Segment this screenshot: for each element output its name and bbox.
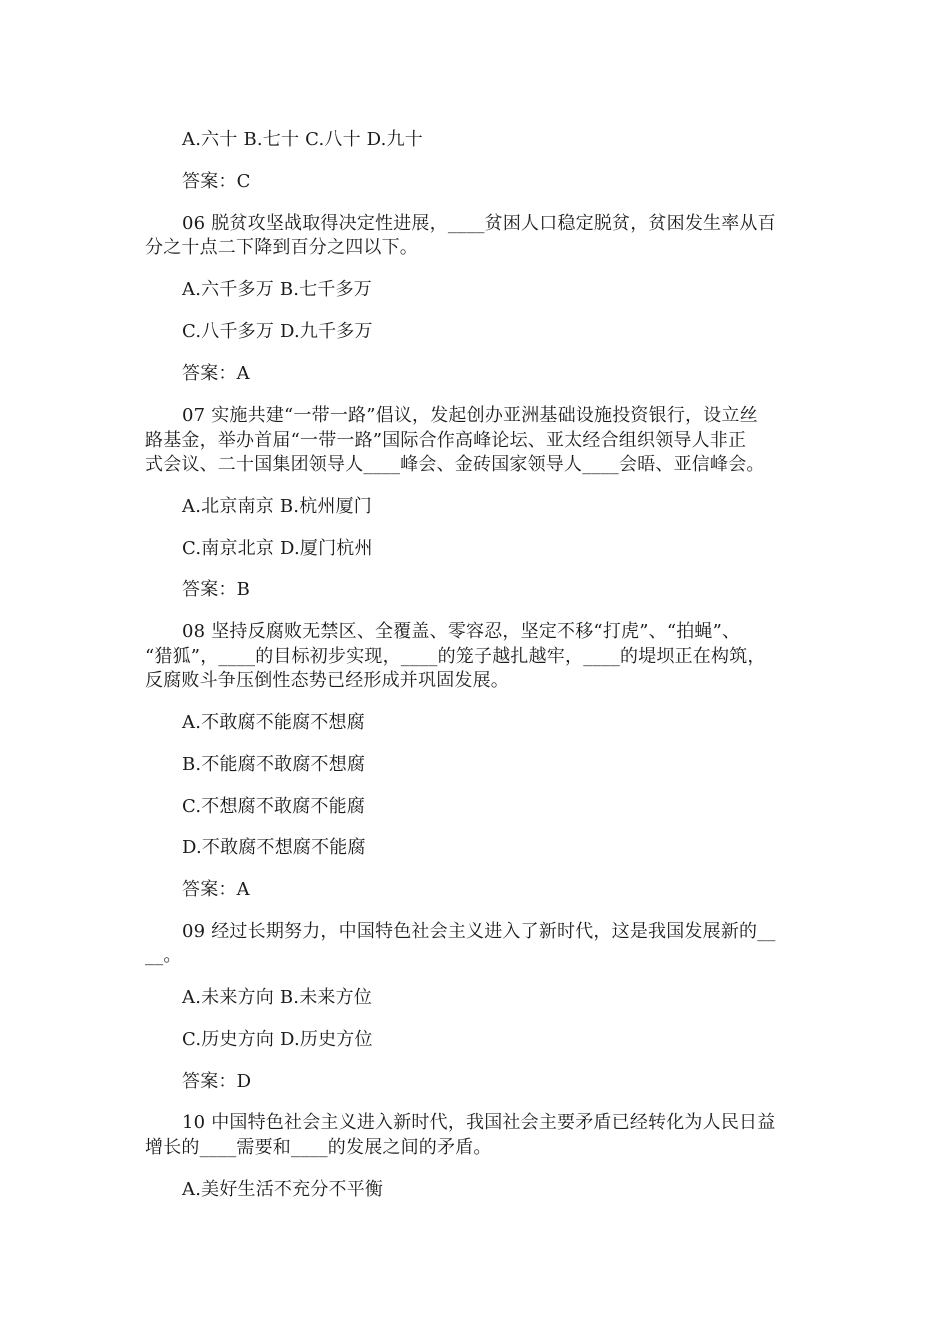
q08-stem-line3: 反腐败斗争压倒性态势已经形成并巩固发展。 xyxy=(145,670,509,691)
q06-answer: 答案：A xyxy=(182,363,250,384)
q10-options-line1: A.美好生活不充分不平衡 xyxy=(182,1179,384,1200)
q10-stem-line1: 10 中国特色社会主义进入新时代，我国社会主要矛盾已经转化为人民日益 xyxy=(182,1112,776,1133)
q08-option-d: D.不敢腐不想腐不能腐 xyxy=(182,837,366,858)
q06-options-line2: C.八千多万 D.九千多万 xyxy=(182,321,373,342)
q09-stem-line1: 09 经过长期努力，中国特色社会主义进入了新时代，这是我国发展新的__ xyxy=(182,921,776,942)
q07-answer: 答案：B xyxy=(182,579,251,600)
q08-answer: 答案：A xyxy=(182,879,250,900)
q05-options: A.六十 B.七十 C.八十 D.九十 xyxy=(182,129,423,150)
q09-options-line1: A.未来方向 B.未来方位 xyxy=(182,987,372,1008)
q10-stem-line2: 增长的____需要和____的发展之间的矛盾。 xyxy=(145,1137,492,1158)
q09-stem-line2: __。 xyxy=(145,945,182,966)
q08-option-a: A.不敢腐不能腐不想腐 xyxy=(182,712,365,733)
q09-answer: 答案：D xyxy=(182,1071,252,1092)
q06-stem-line1: 06 脱贫攻坚战取得决定性进展，____贫困人口稳定脱贫，贫困发生率从百 xyxy=(182,213,776,234)
q05-answer: 答案：C xyxy=(182,171,251,192)
q08-stem-line1: 08 坚持反腐败无禁区、全覆盖、零容忍，坚定不移“打虎”、“拍蝇”、 xyxy=(182,621,741,642)
q06-stem-line2: 分之十点二下降到百分之四以下。 xyxy=(145,237,418,258)
q07-stem-line1: 07 实施共建“一带一路”倡议，发起创办亚洲基础设施投资银行，设立丝 xyxy=(182,405,758,426)
q07-options-line2: C.南京北京 D.厦门杭州 xyxy=(182,538,373,559)
q08-option-b: B.不能腐不敢腐不想腐 xyxy=(182,754,366,775)
q07-stem-line3: 式会议、二十国集团领导人____峰会、金砖国家领导人____会晤、亚信峰会。 xyxy=(145,454,765,475)
q09-options-line2: C.历史方向 D.历史方位 xyxy=(182,1029,373,1050)
q08-stem-line2: “猎狐”，____的目标初步实现，____的笼子越扎越牢，____的堤坝正在构筑， xyxy=(145,646,766,667)
q08-option-c: C.不想腐不敢腐不能腐 xyxy=(182,796,366,817)
q07-options-line1: A.北京南京 B.杭州厦门 xyxy=(182,496,372,517)
q06-options-line1: A.六千多万 B.七千多万 xyxy=(182,279,372,300)
q07-stem-line2: 路基金，举办首届“一带一路”国际合作高峰论坛、亚太经合组织领导人非正 xyxy=(145,430,747,451)
